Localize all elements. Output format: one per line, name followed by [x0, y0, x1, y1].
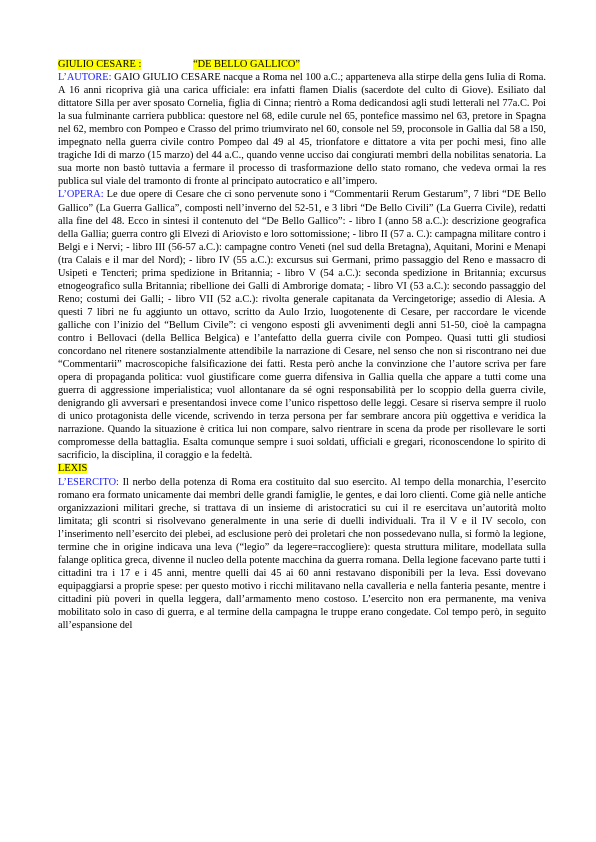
title-work: “DE BELLO GALLICO”	[193, 59, 300, 70]
opera-text: Le due opere di Cesare che ci sono pervenute sono i “Commentarii Rerum Gestarum”, 7 libri “DE Bello Gallico” (La Guerra Gallica”, composti nell’inverno del 52-51, e 3 libri “De Bello Civili” (La Guerra Civile), redatti alla fine del 48. Ecco in sintesi il contenuto del “De Bello Gallico”: - libro I (anno 58 a.C.): descrizione geografica della Gallia; guerra contro gli Elvezi di Ariovisto e loro sottomissione; - libro II (57 a. C.): campagna militare contro i Belgi e i Nervi; - libro III (56-57 a.C.): campagne contro Veneti (nel sud della Bretagna), Aquitani, Morini e Menapi (tra Calais e il mar del Nord); - libro IV (55 a.C.): excursus sui Germani, primo passaggio del Reno e massacro di Usipeti e Tencteri; prima spedizione in Britannia; - libro V (54 a.C.): seconda spedizione in Britannia; excursus etnogeografico sulla Britannia; ribellione dei Galli di Ambrorige domata; - libro VI (53 a.C.): secondo passaggio del Reno; costumi dei Galli; - libro VII (52 a.C.): rivolta generale capitanata da Vercingetorige; assedio di Alesia. A questi 7 libri ne fu aggiunto un ottavo, scritto da Aulo Irzio, luogotenente di Cesare, per raccordare le vicende galliche con l’inizio del “Bellum Civile”: ci vengono esposti gli avvenimenti degli anni 51-50, cioè la campagna contro i Bellovaci (della Bellica Belgica) e l’antefatto della guerra civile con Pompeo. Quasi tutti gli studiosi concordano nel ritenere sostanzialmente attendibile la narrazione di Cesare, nel senso che non si riscontrano nei due “Commentarii” macroscopiche falsificazione dei fatti. Resta però anche la convinzione che l’autore scriva per fare opera di propaganda politica: vuol giustificare come guerra difensiva in Gallia quella che appare a tutti come una guerra di aggressione imperialistica; vuol allontanare da sé ogni responsabilità per lo scoppio della guerra civile, denigrando gli avversari e presentandosi invece come l’unico rispettoso delle leggi. Cesare si riserva sempre il ruolo di unico protagonista delle vicende, scrivendo in terza persona per far sembrare ancora più oggettiva e veridica la narrazione. Quando la situazione è critica lui non compare, salvo rientrare in scena da prode per risollevare le sorti compromesse della battaglia. Esalta comunque sempre i suoi soldati, ufficiali e gregari, riconoscendone lo spirito di sacrificio, la disciplina, il coraggio e la fedeltà.	[58, 189, 546, 462]
title-gap	[141, 59, 193, 70]
document-body	[58, 58, 546, 632]
title-author: GIULIO CESARE	[58, 59, 136, 70]
opera-heading: L’OPERA:	[58, 189, 104, 201]
section-esercito	[58, 476, 546, 633]
esercito-text: Il nerbo della potenza di Roma era costituito dal suo esercito. Al tempo della monarchia, l’esercito romano era formato unicamente dai membri delle grandi famiglie, le gentes, e dai loro clienti. Come già nelle antiche organizzazioni militari greche, si trattava di un insieme di aristocratici su cui il re esercitava un’autorità molto limitata; gli scontri si risolvevano generalmente in una serie di duelli individuali. Tra il V e il IV secolo, con l’inserimento nell’esercito dei plebei, ad esclusione però dei proletari che non possedevano nulla, si formò la legione, termine che in origine indicava una leva (“legio” da legere=raccogliere): questa struttura militare, modellata sulla falange oplitica greca, divenne il nucleo della potente macchina da guerra romana. Della legione facevano parte tutti i cittadini tra i 17 e i 45 anni, mentre quelli dai 45 ai 60 anni restavano disponibili per la leva. Essi dovevano equipaggiarsi a proprie spese: per questo motivo i ricchi militavano nella cavalleria e nella fanteria pesante, mentre i cittadini più poveri in quella leggera, dall’armamento meno costoso. L’esercito non era permanente, ma veniva mobilitato solo in caso di guerra, e al termine della campagna le truppe erano congedate. Col tempo però, in seguito all’espansione del	[58, 476, 546, 632]
autore-text: GAIO GIULIO CESARE nacque a Roma nel 100 a.C.; apparteneva alla stirpe della gens Iulia di Roma. A 16 anni ricopriva già una carica ufficiale: era infatti flamen Dialis (sacerdote del culto di Giove). Esiliato dal dittatore Silla per aver sposato Cornelia, figlia di Cinna; rientrò a Roma dedicandosi agli studi letterali nel 77a.C. Poi la sua fulminante carriera pubblica: questore nel 68, edile curule nel 65, pontefice massimo nel 63, pretore in Spagna nel 62, membro con Pompeo e Crasso del primo triumvirato nel 60, console nel 59, proconsole in Gallia dal 58 a l50, impegnato nella guerra civile contro Pompeo dal 49 al 45, trionfatore e dittatore a vita per pochi mesi, fino alle tragiche Idi di marzo (15 marzo) del 44 a.C., quando venne ucciso dai congiurati membri della nobilitas senatoria. La sua morte non bastò tuttavia a fermare il processo di trasformazione dello stato romano, che vedeva ormai la res publica sul viale del tramonto di fronte al principato autocratico e all’impero.	[58, 72, 546, 188]
section-opera	[58, 188, 546, 462]
autore-heading: L’AUTORE:	[58, 72, 112, 84]
document-title	[58, 58, 546, 71]
section-lexis	[58, 462, 546, 475]
lexis-heading: LEXIS	[58, 463, 88, 475]
esercito-heading: L’ESERCITO:	[58, 476, 119, 488]
title-separator: :	[138, 59, 142, 70]
section-autore	[58, 71, 546, 188]
